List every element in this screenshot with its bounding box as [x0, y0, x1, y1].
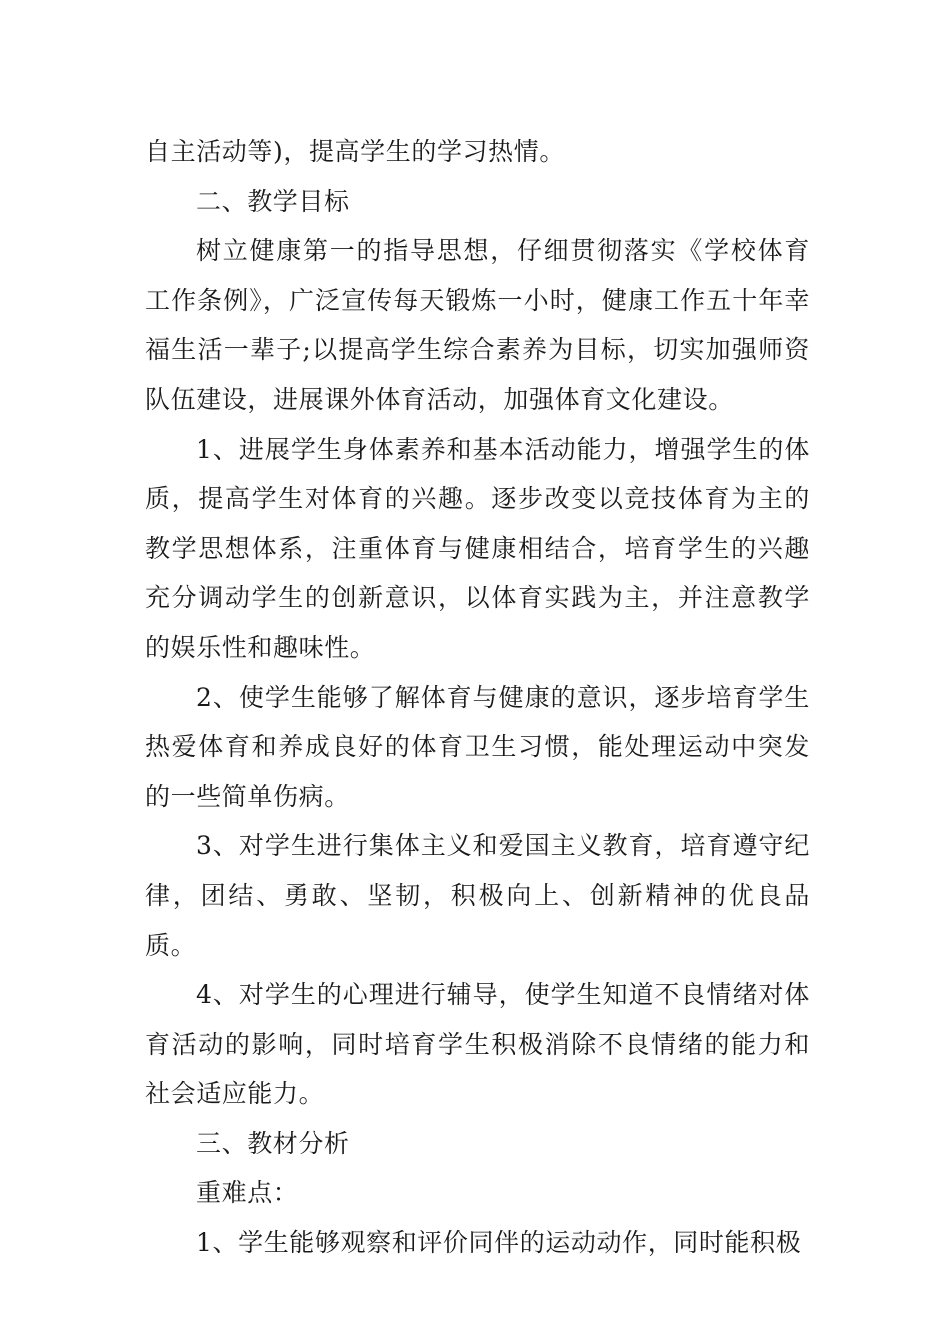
- paragraph-goal-2: 2、使学生能够了解体育与健康的意识，逐步培育学生热爱体育和养成良好的体育卫生习惯，能处理运动中突发的一些简单伤病。: [145, 682, 810, 811]
- paragraph-goal-3: 3、对学生进行集体主义和爱国主义教育，培育遵守纪律，团结、勇敢、坚韧，积极向上、创新精神的优良品质。: [145, 831, 810, 960]
- document-body: [145, 127, 810, 1268]
- paragraph-goal-1: 1、进展学生身体素养和基本活动能力，增强学生的体质，提高学生对体育的兴趣。逐步改变以竞技体育为主的教学思想体系，注重体育与健康相结合，培育学生的兴趣充分调动学生的创新意识，以体育实践为主，并注意教学的娱乐性和趣味性。: [145, 434, 810, 662]
- paragraph-difficulty-1: 1、学生能够观察和评价同伴的运动动作，同时能积极: [196, 1228, 802, 1258]
- subheading-key-difficulties: 重难点：: [196, 1178, 299, 1208]
- paragraph-goal-4: 4、对学生的心理进行辅导，使学生知道不良情绪对体育活动的影响，同时培育学生积极消除不良情绪的能力和社会适应能力。: [145, 980, 810, 1109]
- paragraph-guiding-ideology: 树立健康第一的指导思想，仔细贯彻落实《学校体育工作条例》，广泛宣传每天锻炼一小时，健康工作五十年幸福生活一辈子;以提高学生综合素养为目标，切实加强师资队伍建设，进展课外体育活动，加强体育文化建设。: [145, 236, 810, 414]
- paragraph-intro-continuation: 自主活动等)，提高学生的学习热情。: [145, 137, 565, 166]
- heading-teaching-goals: 二、教学目标: [196, 186, 350, 216]
- heading-material-analysis: 三、教材分析: [196, 1128, 350, 1158]
